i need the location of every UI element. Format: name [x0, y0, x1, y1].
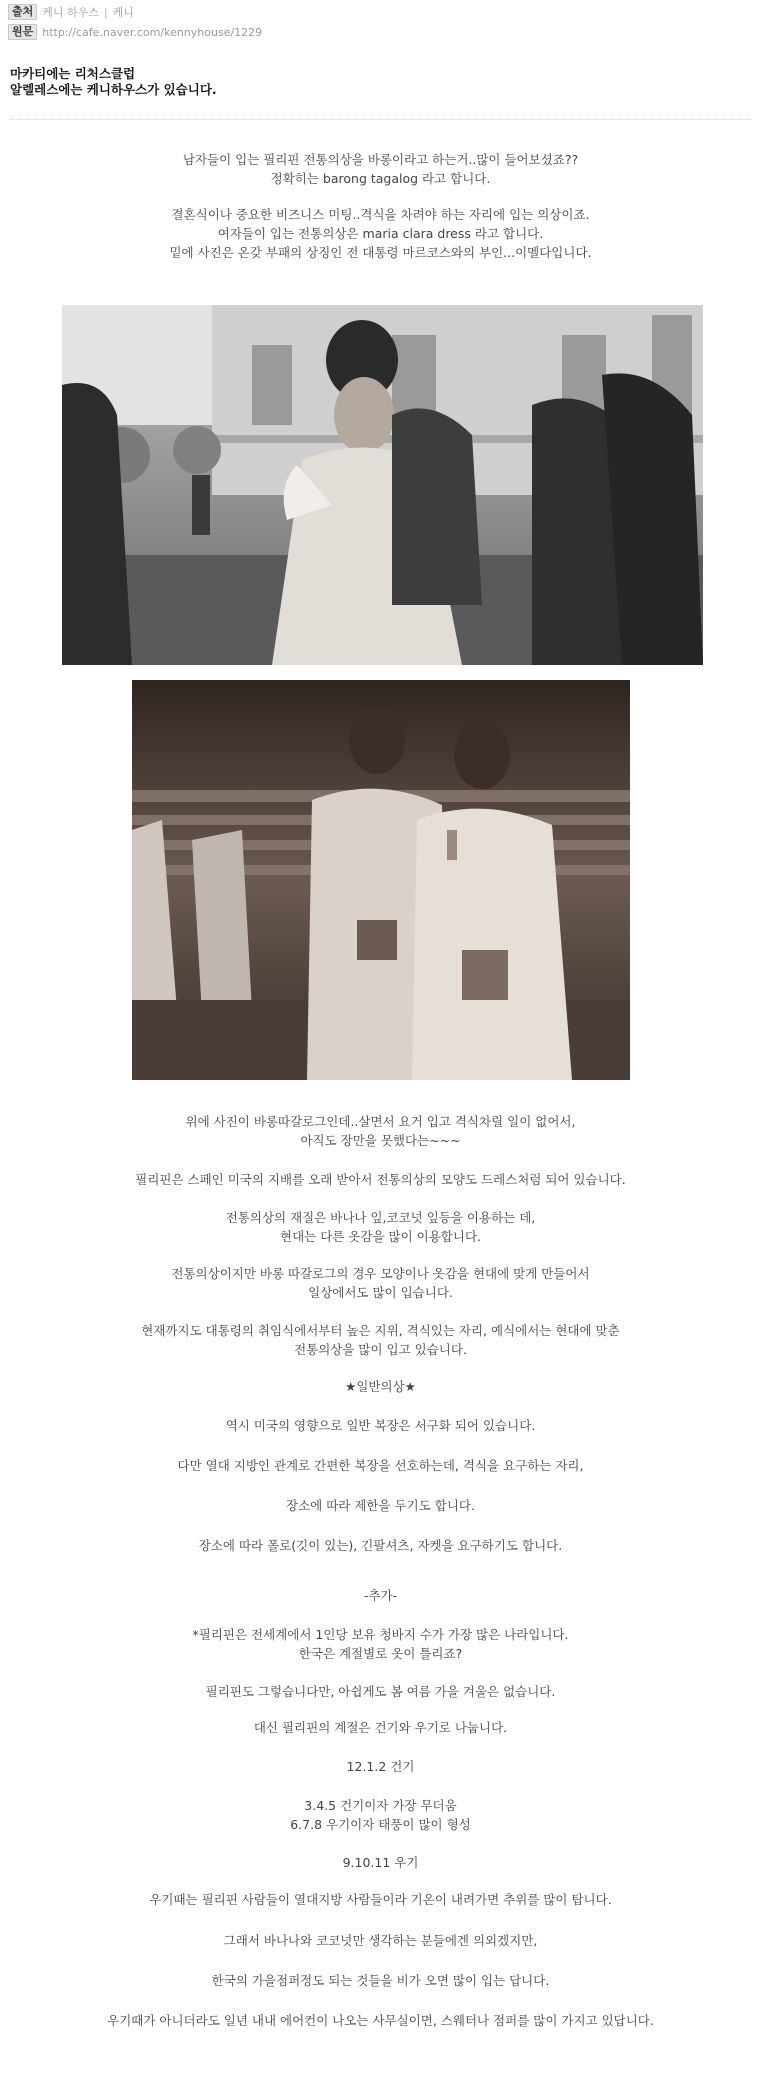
body-line-5: 현대는 다른 옷감을 많이 이용합니다.	[280, 1229, 481, 1244]
body-line-8: 현재까지도 대통령의 취임식에서부터 높은 지위, 격식있는 자리, 예식에서는 현대에 맞춘	[141, 1323, 620, 1338]
body-line-18: 우기때는 필리핀 사람들이 열대지방 사람들이라 기온이 내려가면 추위를 많이 탑니다.	[149, 1892, 612, 1907]
intro-line-4: 여자들이 입는 전통의상은 maria clara dress 라고 합니다.	[217, 226, 544, 241]
body-line-2: 아직도 장만을 못했다는~~~	[300, 1133, 461, 1148]
source-separator: |	[103, 5, 108, 19]
body-line-13: 장소에 따라 폴로(깃이 있는), 긴팔셔츠, 자켓을 요구하기도 합니다.	[198, 1538, 563, 1553]
body-line-17: 대신 필리핀의 계절은 건기와 우기로 나눕니다.	[253, 1720, 508, 1735]
section-heading-general-clothing: ★일반의상★	[345, 1379, 416, 1394]
intro-line-2: 정확히는 barong tagalog 라고 합니다.	[270, 171, 491, 186]
season-dry: 12.1.2 건기	[346, 1759, 415, 1774]
body-line-6: 전통의상이지만 바롱 따갈로그의 경우 모양이나 옷감을 현대에 맞게 만들어서	[171, 1266, 590, 1281]
season-typhoon: 6.7.8 우기이자 태풍이 많이 형성	[290, 1817, 471, 1832]
source-label: 출처	[8, 4, 37, 20]
original-row	[8, 24, 262, 40]
original-url-link[interactable]: http://cafe.naver.com/kennyhouse/1229	[42, 25, 263, 39]
body-line-3: 필리핀은 스페인 미국의 지배를 오래 받아서 전통의상의 모양도 드레스처럼 되어 있습니다.	[135, 1172, 626, 1187]
body-line-14: *필리핀은 전세계에서 1인당 보유 청바지 수가 가장 많은 나라입니다.	[192, 1627, 569, 1642]
body-line-20: 한국의 가을점퍼정도 되는 것들을 비가 오면 많이 입는 답니다.	[211, 1973, 550, 1988]
intro-line-3: 결혼식이나 중요한 비즈니스 미팅..격식을 차려야 하는 자리에 입는 의상이죠.	[171, 207, 590, 222]
body-line-4: 전통의상의 재질은 바나나 잎,코코넛 잎등을 이용하는 데,	[225, 1210, 536, 1225]
body-line-15: 한국은 계절별로 옷이 틀리죠?	[298, 1646, 463, 1661]
headline-line-1: 마카티에는 리처스클럽	[10, 66, 136, 81]
post-headline	[10, 66, 217, 98]
body-line-9: 전통의상을 많이 입고 있습니다.	[294, 1342, 467, 1357]
photo-barong-tagalog-men	[132, 680, 630, 1080]
header-divider	[10, 119, 751, 120]
body-line-7: 일상에서도 많이 입습니다.	[308, 1285, 453, 1300]
body-line-21: 우기때가 아니더라도 일년 내내 에어컨이 나오는 사무실이면, 스웨터나 점퍼를 많이 가지고 있답니다.	[107, 2013, 654, 2028]
source-section[interactable]: 케니	[112, 5, 134, 19]
original-label: 원문	[8, 24, 37, 40]
intro-line-5: 밑에 사진은 온갖 부패의 상징인 전 대통령 마르코스와의 부인...이멜다입니다.	[169, 245, 592, 260]
body-line-10: 역시 미국의 영향으로 일반 복장은 서구화 되어 있습니다.	[225, 1418, 536, 1433]
season-hot: 3.4.5 건기이자 가장 무더움	[304, 1798, 457, 1813]
season-rainy: 9.10.11 우기	[342, 1855, 419, 1870]
section-heading-addendum: -추가-	[363, 1588, 398, 1603]
body-line-1: 위에 사진이 바롱따갈로그인데..살면서 요거 입고 격식차릴 일이 없어서,	[185, 1114, 576, 1129]
intro-line-1: 남자들이 입는 필리핀 전통의상을 바롱이라고 하는거..많이 들어보셨죠??	[182, 152, 579, 167]
body-line-12: 장소에 따라 제한을 두기도 합니다.	[286, 1498, 475, 1513]
body-line-11: 다만 열대 지방인 관계로 간편한 복장을 선호하는데, 격식을 요구하는 자리,	[177, 1458, 584, 1473]
body-line-19: 그래서 바나나와 코코넛만 생각하는 분들에겐 의외겠지만,	[223, 1933, 538, 1948]
headline-line-2: 알렐레스에는 케니하우스가 있습니다.	[10, 82, 217, 97]
source-row	[8, 4, 134, 20]
body-line-16: 필리핀도 그렇습니다만, 아쉽게도 봄 여름 가을 겨울은 없습니다.	[205, 1684, 556, 1699]
source-site[interactable]: 케니 하우스	[42, 5, 99, 19]
photo-imelda-marcos	[62, 305, 703, 665]
